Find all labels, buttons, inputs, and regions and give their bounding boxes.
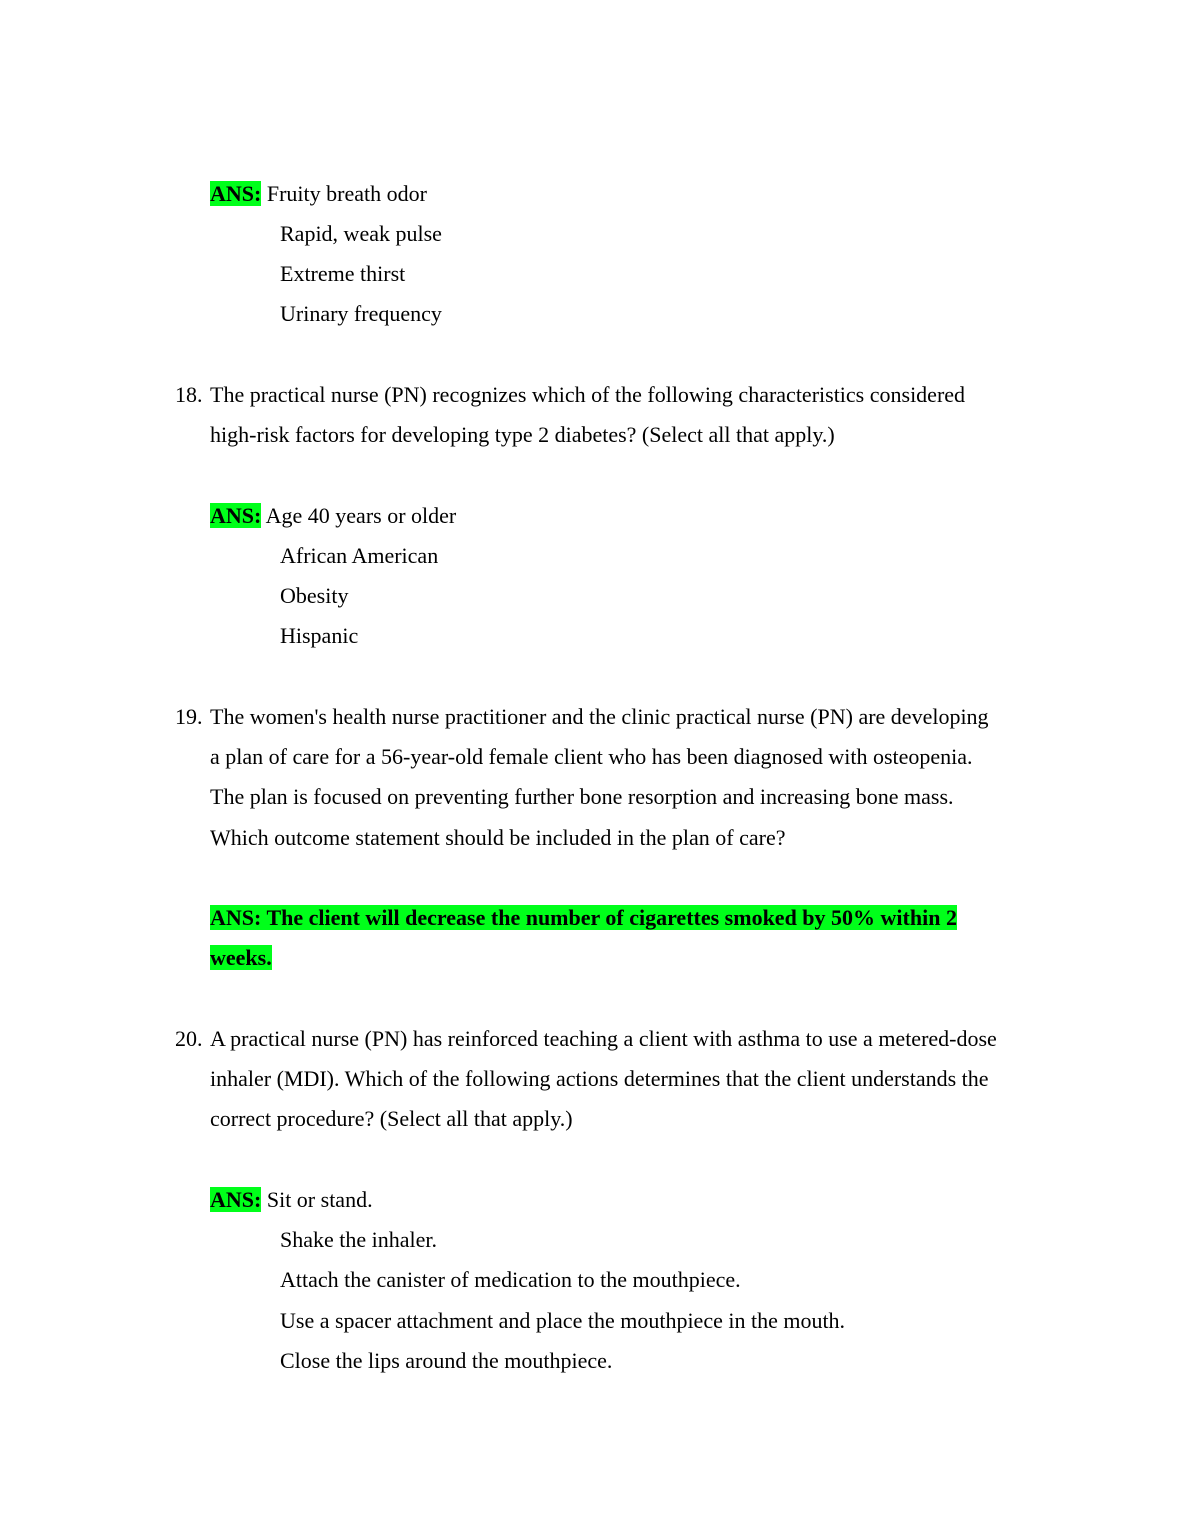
question-text-line: The practical nurse (PN) recognizes which of the following characteristics considered: [210, 382, 966, 407]
answer-line: Obesity: [280, 583, 349, 608]
question-number: 20.: [175, 1026, 203, 1051]
answer-line: Shake the inhaler.: [280, 1227, 438, 1252]
question-number: 18.: [175, 382, 203, 407]
ans-label: ANS:: [210, 1187, 262, 1212]
answer-line: [210, 905, 957, 931]
question-text-line: correct procedure? (Select all that apply.): [210, 1106, 573, 1131]
answer-line: Urinary frequency: [280, 301, 442, 326]
answer-line: Attach the canister of medication to the mouthpiece.: [280, 1267, 741, 1292]
answer-line: Use a spacer attachment and place the mouthpiece in the mouth.: [280, 1308, 846, 1333]
ans-label: ANS:: [210, 503, 262, 528]
answer-line: [210, 1187, 373, 1213]
question-text-line: The plan is focused on preventing further bone resorption and increasing bone mass.: [210, 784, 954, 809]
answer-text-highlighted: weeks.: [210, 945, 272, 970]
answer-text-highlighted: ANS: The client will decrease the number of cigarettes smoked by 50% within 2: [210, 905, 957, 930]
answer-text: Sit or stand.: [266, 1187, 373, 1212]
question-text-line: a plan of care for a 56-year-old female client who has been diagnosed with osteopenia.: [210, 744, 973, 769]
question-text-line: Which outcome statement should be included in the plan of care?: [210, 825, 786, 850]
question-text-line: high-risk factors for developing type 2 diabetes? (Select all that apply.): [210, 422, 835, 447]
answer-line: [210, 945, 272, 971]
question-number: 19.: [175, 704, 203, 729]
answer-line: Close the lips around the mouthpiece.: [280, 1348, 613, 1373]
answer-line: [210, 503, 456, 529]
question-text-line: inhaler (MDI). Which of the following actions determines that the client understands the: [210, 1066, 989, 1091]
question-text-line: A practical nurse (PN) has reinforced teaching a client with asthma to use a metered-dose: [210, 1026, 997, 1051]
answer-text: Fruity breath odor: [266, 181, 427, 206]
question-text-line: The women's health nurse practitioner and the clinic practical nurse (PN) are developing: [210, 704, 989, 729]
answer-line: Rapid, weak pulse: [280, 221, 442, 246]
answer-line: [210, 181, 427, 207]
answer-line: African American: [280, 543, 439, 568]
answer-line: Hispanic: [280, 623, 359, 648]
answer-text: Age 40 years or older: [265, 503, 457, 528]
ans-label: ANS:: [210, 181, 262, 206]
answer-line: Extreme thirst: [280, 261, 406, 286]
